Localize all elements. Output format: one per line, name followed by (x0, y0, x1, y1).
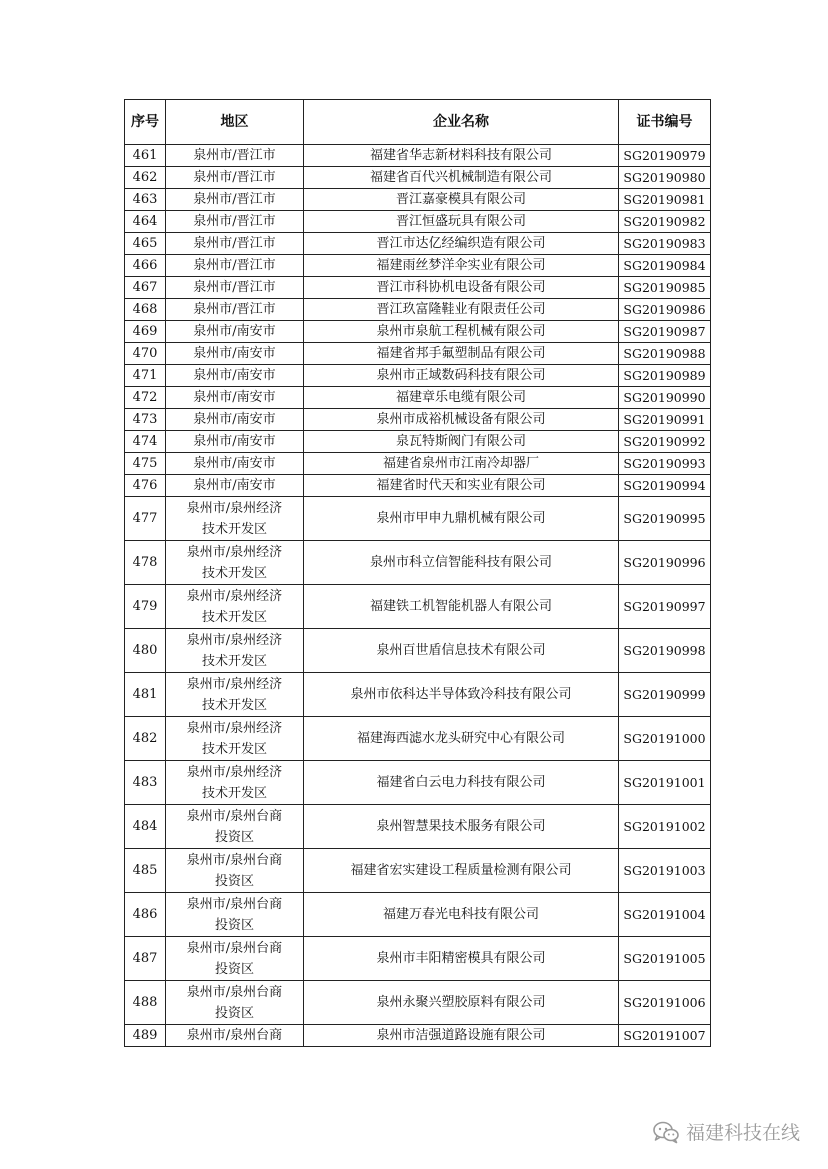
cell-company: 晋江玖富隆鞋业有限责任公司 (304, 299, 619, 321)
cell-cert: SG20190990 (619, 387, 711, 409)
cell-company: 福建省邦手氟塑制品有限公司 (304, 343, 619, 365)
cell-region-line2: 技术开发区 (201, 609, 267, 625)
table-row (125, 937, 711, 981)
cell-company: 泉州市科立信智能科技有限公司 (304, 541, 619, 585)
cell-cert: SG20190985 (619, 277, 711, 299)
cell-region: 泉州市/晋江市 (166, 167, 304, 189)
table-row (125, 1025, 711, 1047)
cell-company: 福建省百代兴机械制造有限公司 (304, 167, 619, 189)
cell-cert: SG20190982 (619, 211, 711, 233)
cell-no: 461 (125, 145, 166, 167)
cell-company: 泉州市依科达半导体致冷科技有限公司 (304, 673, 619, 717)
cell-company: 福建海西滤水龙头研究中心有限公司 (304, 717, 619, 761)
cell-region-line1: 泉州市/泉州经济 (186, 544, 283, 560)
table-row (125, 211, 711, 233)
header-region: 地区 (166, 100, 304, 145)
cell-region-line2: 技术开发区 (201, 565, 267, 581)
cell-region: 泉州市/晋江市 (166, 299, 304, 321)
cell-region-line1: 泉州市/泉州经济 (186, 588, 283, 604)
table-row (125, 299, 711, 321)
table-row (125, 893, 711, 937)
table-row (125, 343, 711, 365)
cell-cert: SG20190991 (619, 409, 711, 431)
cell-region: 泉州市/晋江市 (166, 189, 304, 211)
cell-no: 471 (125, 365, 166, 387)
cell-region (166, 629, 304, 673)
cell-no: 475 (125, 453, 166, 475)
cell-cert: SG20191003 (619, 849, 711, 893)
cell-no: 481 (125, 673, 166, 717)
cell-company: 泉州市丰阳精密模具有限公司 (304, 937, 619, 981)
cell-company: 晋江市科协机电设备有限公司 (304, 277, 619, 299)
cell-region-line2: 投资区 (214, 1005, 254, 1021)
cell-cert: SG20190995 (619, 497, 711, 541)
cell-region-line2: 投资区 (214, 917, 254, 933)
cell-company: 福建章乐电缆有限公司 (304, 387, 619, 409)
cell-cert: SG20190986 (619, 299, 711, 321)
cell-region: 泉州市/南安市 (166, 387, 304, 409)
cell-cert: SG20190983 (619, 233, 711, 255)
watermark-text: 福建科技在线 (685, 1122, 800, 1144)
cell-cert: SG20190979 (619, 145, 711, 167)
header-cert: 证书编号 (619, 100, 711, 145)
cell-cert: SG20190999 (619, 673, 711, 717)
cell-company: 泉瓦特斯阀门有限公司 (304, 431, 619, 453)
cell-cert: SG20191006 (619, 981, 711, 1025)
table-row (125, 761, 711, 805)
cell-company: 晋江恒盛玩具有限公司 (304, 211, 619, 233)
cell-region (166, 673, 304, 717)
cell-no: 479 (125, 585, 166, 629)
cell-region (166, 981, 304, 1025)
cell-region-line1: 泉州市/泉州台商 (186, 940, 283, 956)
cell-cert: SG20190981 (619, 189, 711, 211)
cell-region-line1: 泉州市/泉州经济 (186, 764, 283, 780)
cell-cert: SG20191007 (619, 1025, 711, 1047)
cell-no: 486 (125, 893, 166, 937)
cell-region-line2: 技术开发区 (201, 785, 267, 801)
cell-region-line1: 泉州市/泉州台商 (186, 896, 283, 912)
cell-cert: SG20191000 (619, 717, 711, 761)
table-row (125, 629, 711, 673)
cell-no: 482 (125, 717, 166, 761)
cell-region (166, 585, 304, 629)
cell-cert: SG20190998 (619, 629, 711, 673)
cell-no: 489 (125, 1025, 166, 1047)
cell-region-line2: 投资区 (214, 961, 254, 977)
cell-no: 468 (125, 299, 166, 321)
cell-region: 泉州市/泉州台商 (166, 1025, 304, 1047)
cell-cert: SG20190994 (619, 475, 711, 497)
cell-cert: SG20191002 (619, 805, 711, 849)
cell-company: 泉州市泉航工程机械有限公司 (304, 321, 619, 343)
table-body (125, 145, 711, 1047)
table-row (125, 387, 711, 409)
cell-company: 福建万春光电科技有限公司 (304, 893, 619, 937)
cell-cert: SG20190988 (619, 343, 711, 365)
cell-region: 泉州市/晋江市 (166, 255, 304, 277)
cell-cert: SG20190993 (619, 453, 711, 475)
cell-region: 泉州市/南安市 (166, 475, 304, 497)
cell-company: 福建省华志新材料科技有限公司 (304, 145, 619, 167)
cell-cert: SG20191005 (619, 937, 711, 981)
cell-region: 泉州市/晋江市 (166, 211, 304, 233)
cell-cert: SG20191001 (619, 761, 711, 805)
table-row (125, 167, 711, 189)
cell-company: 泉州智慧果技术服务有限公司 (304, 805, 619, 849)
cell-no: 477 (125, 497, 166, 541)
wechat-icon (652, 1120, 680, 1144)
header-company: 企业名称 (304, 100, 619, 145)
table-row (125, 409, 711, 431)
cell-no: 470 (125, 343, 166, 365)
table-row (125, 453, 711, 475)
cell-region: 泉州市/晋江市 (166, 233, 304, 255)
cell-cert: SG20191004 (619, 893, 711, 937)
table-row (125, 475, 711, 497)
table-row (125, 805, 711, 849)
certificate-table (124, 99, 711, 1047)
cell-no: 464 (125, 211, 166, 233)
cell-company: 晋江市达亿经编织造有限公司 (304, 233, 619, 255)
watermark (652, 1118, 800, 1145)
cell-region-line2: 投资区 (214, 873, 254, 889)
cell-cert: SG20190987 (619, 321, 711, 343)
table-row (125, 277, 711, 299)
cell-region: 泉州市/南安市 (166, 321, 304, 343)
cell-cert: SG20190984 (619, 255, 711, 277)
cell-no: 478 (125, 541, 166, 585)
cell-region: 泉州市/南安市 (166, 431, 304, 453)
cell-company: 福建省白云电力科技有限公司 (304, 761, 619, 805)
cell-region-line2: 技术开发区 (201, 697, 267, 713)
cell-region (166, 497, 304, 541)
cell-no: 488 (125, 981, 166, 1025)
cell-company: 泉州永聚兴塑胶原料有限公司 (304, 981, 619, 1025)
table-row (125, 585, 711, 629)
cell-region-line2: 技术开发区 (201, 521, 267, 537)
cell-region (166, 541, 304, 585)
cell-region-line1: 泉州市/泉州经济 (186, 632, 283, 648)
table-row (125, 497, 711, 541)
table-row (125, 717, 711, 761)
cell-cert: SG20190989 (619, 365, 711, 387)
table-row (125, 541, 711, 585)
cell-company: 泉州市正域数码科技有限公司 (304, 365, 619, 387)
cell-company: 泉州市甲申九鼎机械有限公司 (304, 497, 619, 541)
cell-region: 泉州市/南安市 (166, 343, 304, 365)
cell-region: 泉州市/晋江市 (166, 277, 304, 299)
cell-region-line1: 泉州市/泉州台商 (186, 852, 283, 868)
table-row (125, 431, 711, 453)
cell-region-line2: 投资区 (214, 829, 254, 845)
cell-no: 467 (125, 277, 166, 299)
cell-region-line1: 泉州市/泉州台商 (186, 984, 283, 1000)
table-row (125, 981, 711, 1025)
cell-company: 晋江嘉豪模具有限公司 (304, 189, 619, 211)
table-row (125, 849, 711, 893)
cell-region: 泉州市/晋江市 (166, 145, 304, 167)
cell-no: 476 (125, 475, 166, 497)
cell-no: 463 (125, 189, 166, 211)
cell-cert: SG20190992 (619, 431, 711, 453)
cell-company: 福建省宏实建设工程质量检测有限公司 (304, 849, 619, 893)
table-row (125, 321, 711, 343)
cell-region-line2: 技术开发区 (201, 741, 267, 757)
cell-no: 480 (125, 629, 166, 673)
table-row (125, 233, 711, 255)
cell-company: 泉州市洁强道路设施有限公司 (304, 1025, 619, 1047)
cell-company: 福建省时代天和实业有限公司 (304, 475, 619, 497)
cell-no: 483 (125, 761, 166, 805)
cell-cert: SG20190996 (619, 541, 711, 585)
cell-cert: SG20190997 (619, 585, 711, 629)
cell-region (166, 849, 304, 893)
cell-company: 福建雨丝梦洋伞实业有限公司 (304, 255, 619, 277)
cell-region: 泉州市/南安市 (166, 409, 304, 431)
cell-region (166, 805, 304, 849)
cell-region: 泉州市/南安市 (166, 365, 304, 387)
cell-no: 462 (125, 167, 166, 189)
cell-region-line1: 泉州市/泉州经济 (186, 720, 283, 736)
cell-no: 466 (125, 255, 166, 277)
cell-no: 487 (125, 937, 166, 981)
cell-company: 福建省泉州市江南冷却器厂 (304, 453, 619, 475)
cell-no: 465 (125, 233, 166, 255)
table-row (125, 189, 711, 211)
cell-region (166, 717, 304, 761)
cell-region-line1: 泉州市/泉州经济 (186, 500, 283, 516)
cell-no: 484 (125, 805, 166, 849)
table-header-row (125, 100, 711, 145)
cell-region (166, 893, 304, 937)
cell-no: 474 (125, 431, 166, 453)
cell-company: 泉州市成裕机械设备有限公司 (304, 409, 619, 431)
cell-region (166, 937, 304, 981)
cell-no: 472 (125, 387, 166, 409)
table-row (125, 255, 711, 277)
cell-region-line1: 泉州市/泉州经济 (186, 676, 283, 692)
table-row (125, 145, 711, 167)
cell-no: 485 (125, 849, 166, 893)
table-row (125, 673, 711, 717)
header-no: 序号 (125, 100, 166, 145)
cell-region: 泉州市/南安市 (166, 453, 304, 475)
cell-no: 473 (125, 409, 166, 431)
cell-cert: SG20190980 (619, 167, 711, 189)
cell-no: 469 (125, 321, 166, 343)
cell-region (166, 761, 304, 805)
cell-region-line2: 技术开发区 (201, 653, 267, 669)
cell-company: 泉州百世盾信息技术有限公司 (304, 629, 619, 673)
cell-region-line1: 泉州市/泉州台商 (186, 808, 283, 824)
cell-company: 福建铁工机智能机器人有限公司 (304, 585, 619, 629)
table-row (125, 365, 711, 387)
